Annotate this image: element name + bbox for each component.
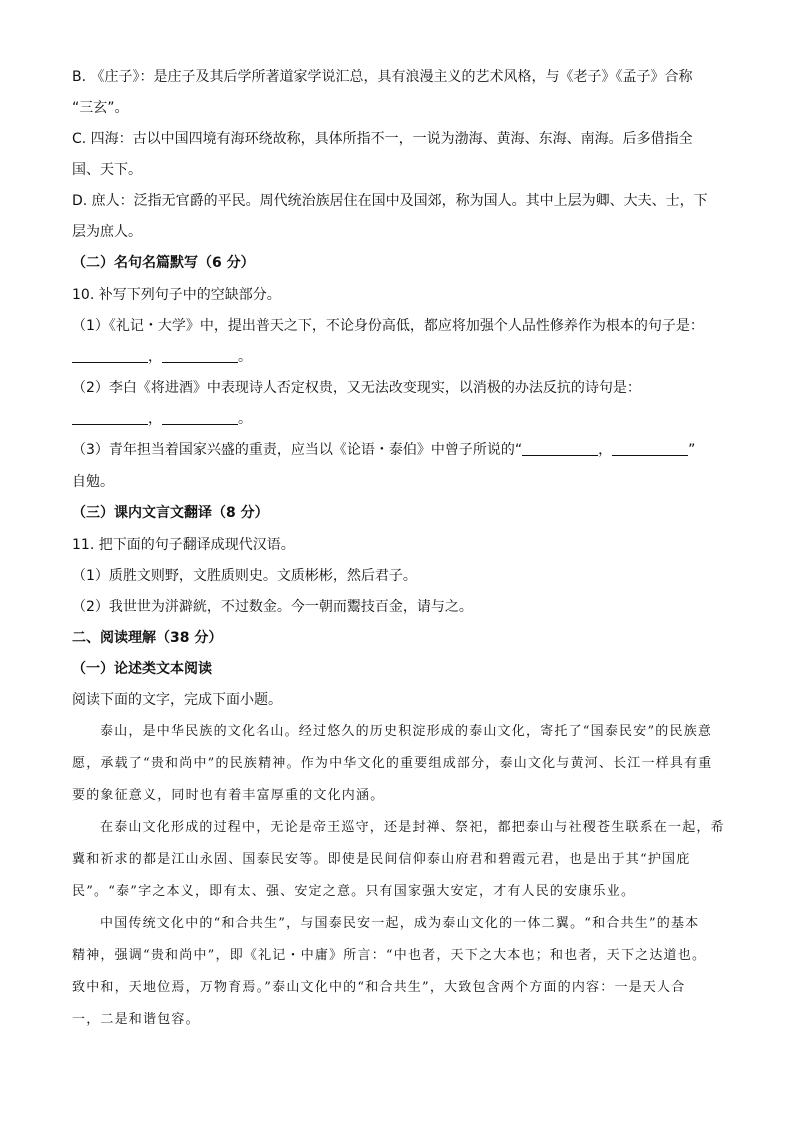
reading-instruction: 阅读下面的文字，完成下面小题。 <box>72 692 282 708</box>
question-11-1: （1）质胜文则野，文胜质则史。文质彬彬，然后君子。 <box>72 568 417 584</box>
passage-p3-line4: 一，二是和谐包容。 <box>72 1012 200 1027</box>
question-10-2: （2）李白《将进酒》中表现诗人否定权贵，又无法改变现实，以消极的办法反抗的诗句是： <box>72 380 641 396</box>
passage-p1-line3: 要的象征意义，同时也有着丰富厚重的文化内涵。 <box>72 788 385 803</box>
answer-blank[interactable] <box>522 441 598 456</box>
question-10-3: （3）青年担当着国家兴盛的重责，应当以《论语・泰伯》中曾子所说的“ ， ” <box>72 442 696 458</box>
passage-p2-line2: 冀和祈求的都是江山永固、国泰民安等。即使是民间信仰泰山府君和碧霞元君，也是出于其“护国庇 <box>72 852 691 867</box>
subsection-argumentative-heading: （一）论述类文本阅读 <box>72 661 212 677</box>
answer-blank[interactable] <box>72 410 148 425</box>
question-10-1: （1）《礼记・大学》中，提出普天之下，不论身份高低，都应将加强个人品性修养作为根本的句子是： <box>72 318 704 334</box>
passage-p2-line3: 民”。“泰”字之本义，即有太、强、安定之意。只有国家强大安定，才有人民的安康乐业。 <box>72 884 636 899</box>
passage-p2-line1: 在泰山文化形成的过程中，无论是帝王巡守，还是封禅、祭祀，都把泰山与社稷苍生联系在一起，希 <box>100 820 725 835</box>
option-d-line2: 层为庶人。 <box>72 224 142 240</box>
answer-blank[interactable] <box>162 410 238 425</box>
option-c-line2: 国、天下。 <box>72 162 142 178</box>
section-translation-heading: （三）课内文言文翻译（8 分） <box>72 505 269 521</box>
passage-p3-line3: 致中和，天地位焉，万物育焉。”泰山文化中的“和合共生”，大致包含两个方面的内容：一是天人合 <box>72 980 686 995</box>
option-d-line1: D. 庶人：泛指无官爵的平民。周代统治族居住在国中及国郊，称为国人。其中上层为卿、大夫、士，下 <box>72 193 708 209</box>
passage-p3-line2: 精神，强调“贵和尚中”，即《礼记・中庸》所言：“中也者，天下之大本也；和也者，天下之达道也。 <box>72 948 707 963</box>
passage-p3-line1: 中国传统文化中的“和合共生”，与国泰民安一起，成为泰山文化的一体二翼。“和合共生”的基本 <box>100 916 700 931</box>
part-reading-heading: 二、阅读理解（38 分） <box>72 630 223 646</box>
question-10: 10. 补写下列句子中的空缺部分。 <box>72 287 281 303</box>
question-10-1-answer: ， 。 <box>72 347 252 367</box>
answer-blank[interactable] <box>612 441 688 456</box>
option-c-line1: C. 四海：古以中国四境有海环绕故称，具体所指不一，一说为渤海、黄海、东海、南海。后多借指全 <box>72 131 693 147</box>
question-10-2-answer: ， 。 <box>72 409 252 429</box>
section-dictation-heading: （二）名句名篇默写（6 分） <box>72 255 255 271</box>
answer-blank[interactable] <box>162 348 238 363</box>
option-b-line1: B. 《庄子》：是庄子及其后学所著道家学说汇总，具有浪漫主义的艺术风格，与《老子》《孟子》合称 <box>72 69 693 85</box>
question-10-3-end: 自勉。 <box>72 474 114 490</box>
passage-p1-line2: 愿，承载了“贵和尚中”的民族精神。作为中华文化的重要组成部分，泰山文化与黄河、长江一样具有重 <box>72 756 713 771</box>
passage-p1-line1: 泰山，是中华民族的文化名山。经过悠久的历史积淀形成的泰山文化，寄托了“国泰民安”的民族意 <box>100 724 713 739</box>
question-11-2: （2）我世世为洴澼絖，不过数金。今一朝而鬻技百金，请与之。 <box>72 599 473 615</box>
answer-blank[interactable] <box>72 348 148 363</box>
option-b-line2: “三玄”。 <box>72 100 129 116</box>
question-11: 11. 把下面的句子翻译成现代汉语。 <box>72 537 295 553</box>
